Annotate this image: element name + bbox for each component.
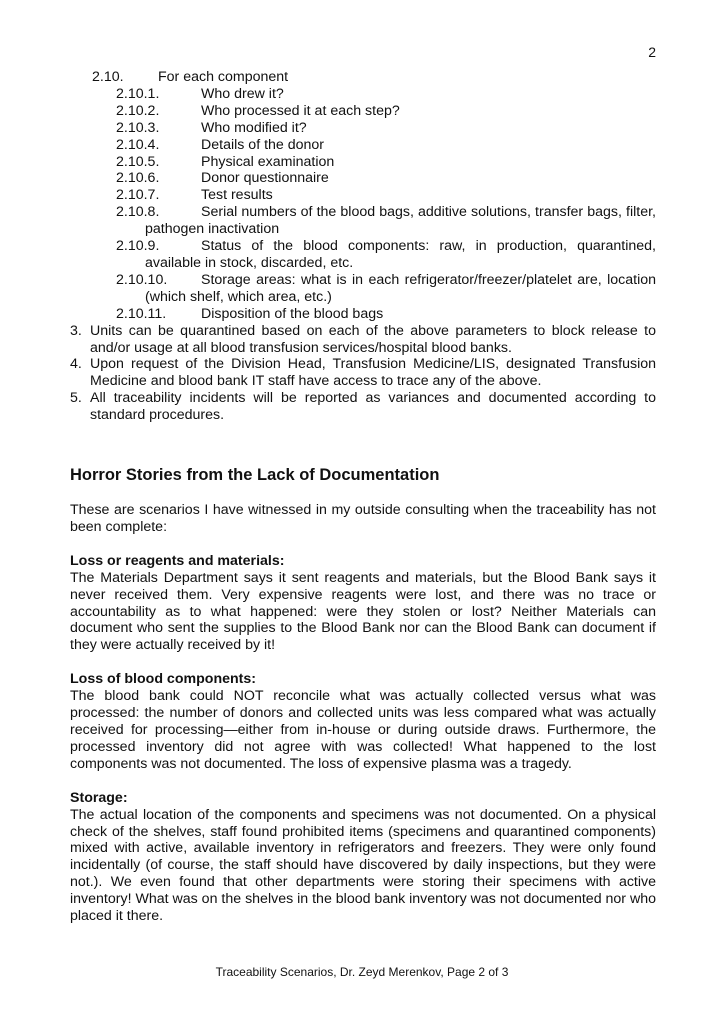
- item-text: Disposition of the blood bags: [201, 305, 384, 322]
- item-text: Storage areas: what is in each refrigerator/freezer/platelet are, location (which shelf, which area, etc.): [145, 271, 656, 305]
- story-blood-components: [70, 671, 656, 772]
- outline-subitem: [70, 137, 656, 154]
- story-heading: Loss or reagents and materials:: [70, 552, 285, 569]
- section-intro: These are scenarios I have witnessed in my outside consulting when the traceability has not been complete:: [70, 502, 656, 535]
- outline-subitem: [70, 272, 656, 306]
- item-number: 3.: [70, 322, 82, 339]
- section-heading: Horror Stories from the Lack of Documentation: [70, 466, 440, 485]
- item-text: Who drew it?: [201, 85, 284, 102]
- item-number: 5.: [70, 390, 82, 407]
- outline-subitem: [70, 306, 656, 323]
- story-body: The Materials Department says it sent reagents and materials, but the Blood Bank says it never received them. Very expensive reagents were lost, and there was no trace or accountability as to what happened: were they stolen or lost? Neither Materials can document who sent the supplies to the Blood Bank nor can the Blood Bank can document if they were actually received by it!: [70, 569, 656, 654]
- outline-subitem: [70, 86, 656, 103]
- story-heading: Storage:: [70, 789, 128, 806]
- outline-subitem: [70, 187, 656, 204]
- outline-subitem: [70, 154, 656, 171]
- page-footer: Traceability Scenarios, Dr. Zeyd Merenkov, Page 2 of 3: [215, 965, 509, 979]
- item-number: 4.: [70, 356, 82, 373]
- item-text: Serial numbers of the blood bags, additive solutions, transfer bags, filter, pathogen inactivation: [145, 204, 656, 238]
- item-number: 2.10.4.: [116, 136, 160, 153]
- item-number: 2.10.2.: [116, 102, 160, 119]
- outline-item-5: [70, 390, 656, 424]
- item-text: Who modified it?: [201, 119, 307, 136]
- outline-subitem: [70, 238, 656, 272]
- item-number: 2.10.9.: [116, 238, 160, 255]
- item-text: Status of the blood components: raw, in production, quarantined, available in stock, discarded, etc.: [145, 238, 656, 271]
- story-body: The blood bank could NOT reconcile what was actually collected versus what was processed: the number of donors and collected units was less compared what was actually received for processing—either from in-house or during outside draws. Furthermore, the processed inventory did not agree with was collected! What happened to the lost components was not documented. The loss of expensive plasma was a tragedy.: [70, 688, 656, 772]
- story-heading: Loss of blood components:: [70, 671, 257, 688]
- item-number: 2.10.1.: [116, 85, 160, 102]
- item-text: Units can be quarantined based on each of the above parameters to block release to and/or usage at all blood transfusion services/hospital blood banks.: [90, 322, 656, 356]
- item-text: Donor questionnaire: [201, 170, 329, 187]
- item-text: Test results: [201, 187, 273, 204]
- outline-item-2-10: [70, 69, 656, 86]
- item-number: 2.10.6.: [116, 170, 160, 187]
- outline-item-3: [70, 323, 656, 357]
- outline-subitem: [70, 204, 656, 238]
- page-number: 2: [648, 44, 656, 60]
- item-text: For each component: [158, 69, 289, 85]
- outline-subitem: [70, 120, 656, 137]
- outline-subitem: [70, 170, 656, 187]
- item-text: Who processed it at each step?: [201, 102, 400, 119]
- item-number: 2.10.7.: [116, 187, 160, 204]
- item-number: 2.10.5.: [116, 153, 160, 170]
- item-number: 2.10.8.: [116, 204, 160, 221]
- item-number: 2.10.3.: [116, 119, 160, 136]
- item-text: Upon request of the Division Head, Transfusion Medicine/LIS, designated Transfusion Medicine and blood bank IT staff have access to trace any of the above.: [90, 356, 656, 390]
- item-number: 2.10.10.: [116, 271, 168, 288]
- outline-subitem: [70, 103, 656, 120]
- story-reagents: [70, 553, 656, 654]
- item-text: Details of the donor: [201, 136, 325, 153]
- item-number: 2.10.11.: [116, 305, 167, 322]
- item-number: 2.10.: [92, 69, 124, 85]
- outline-item-4: [70, 356, 656, 390]
- item-text: All traceability incidents will be reported as variances and documented according to standard procedures.: [90, 390, 656, 424]
- item-text: Physical examination: [201, 153, 335, 170]
- story-storage: [70, 790, 656, 925]
- story-body: The actual location of the components and specimens was not documented. On a physical check of the shelves, staff found prohibited items (specimens and quarantined components) mixed with active, available inventory in refrigerators and freezers. They were only found incidentally (of course, the staff should have discovered by daily inspections, but they were not.). We even found that other departments were storing their specimens with active inventory! What was on the shelves in the blood bank inventory was not documented nor who placed it there.: [70, 806, 656, 925]
- document-body: [70, 69, 656, 925]
